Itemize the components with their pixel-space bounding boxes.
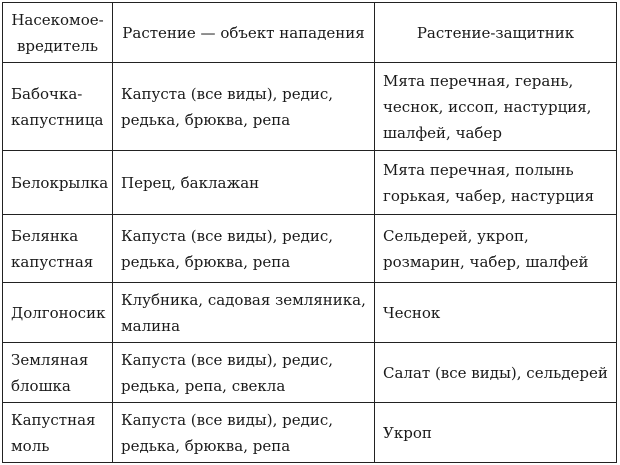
pest-cell: Бабочка-капустница [3, 63, 113, 151]
protector-cell: Мята перечная, герань, чеснок, иссоп, настурция, шалфей, чабер [375, 63, 617, 151]
pest-cell: Долгоносик [3, 283, 113, 343]
table-row [3, 63, 617, 151]
table-row [3, 215, 617, 283]
pest-cell: Белокрылка [3, 151, 113, 215]
header-pest: Насекомое-вредитель [3, 3, 113, 63]
target-cell: Клубника, садовая земляника, малина [113, 283, 375, 343]
target-cell: Капуста (все виды), редис, редька, брюква, репа [113, 63, 375, 151]
target-cell: Капуста (все виды), редис, редька, брюква, репа [113, 403, 375, 463]
pest-cell: Белянка капустная [3, 215, 113, 283]
header-target-plant: Растение — объект нападения [113, 3, 375, 63]
header-protector-plant: Растение-защитник [375, 3, 617, 63]
table-row [3, 151, 617, 215]
protector-cell: Салат (все виды), сельдерей [375, 343, 617, 403]
pest-cell: Капустная моль [3, 403, 113, 463]
protector-cell: Мята перечная, полынь горькая, чабер, настурция [375, 151, 617, 215]
pest-cell: Земляная блошка [3, 343, 113, 403]
table-row [3, 343, 617, 403]
protector-cell: Сельдерей, укроп, розмарин, чабер, шалфей [375, 215, 617, 283]
protector-cell: Укроп [375, 403, 617, 463]
protector-cell: Чеснок [375, 283, 617, 343]
table-row [3, 403, 617, 463]
target-cell: Перец, баклажан [113, 151, 375, 215]
target-cell: Капуста (все виды), редис, редька, репа, свекла [113, 343, 375, 403]
table-row [3, 283, 617, 343]
table-header-row [3, 3, 617, 63]
pest-companion-table [2, 2, 617, 463]
target-cell: Капуста (все виды), редис, редька, брюква, репа [113, 215, 375, 283]
